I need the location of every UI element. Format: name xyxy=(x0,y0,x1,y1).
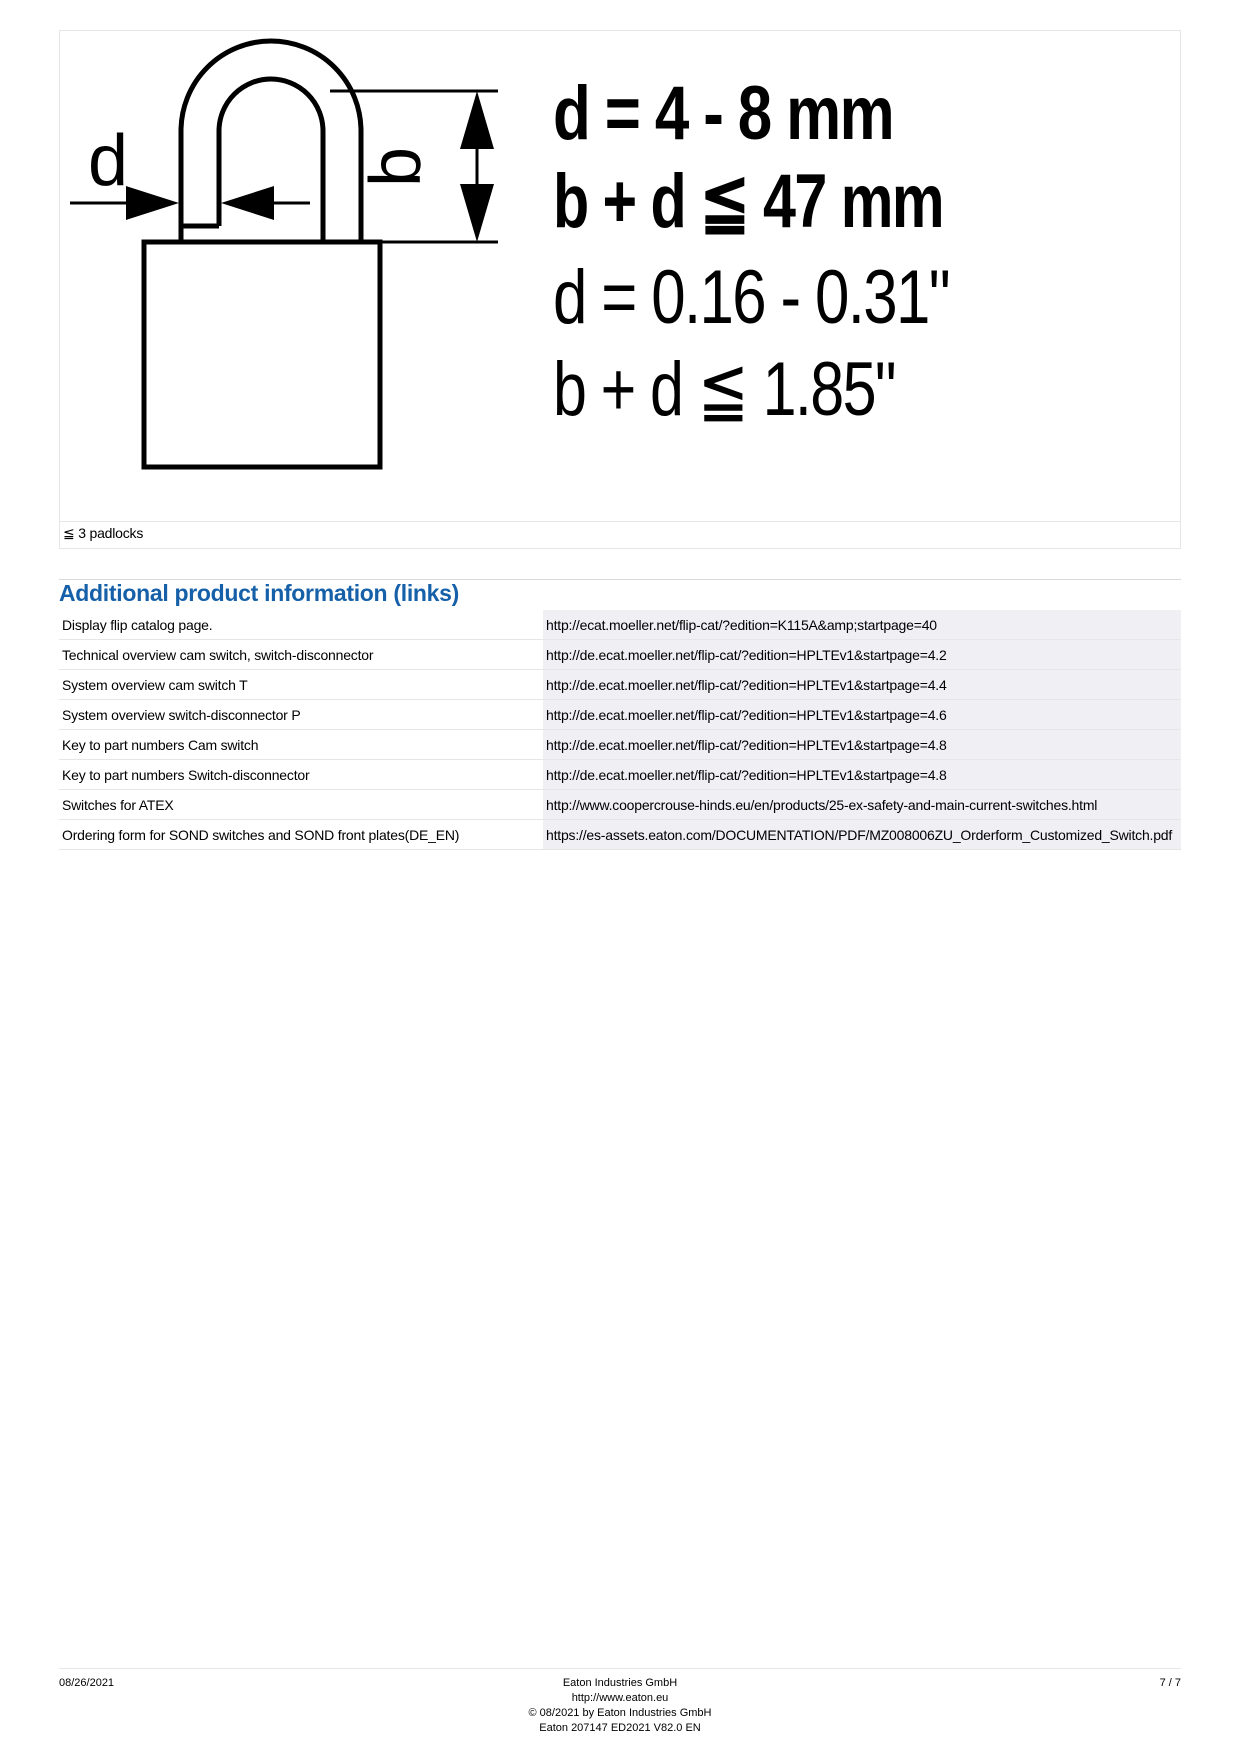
padlock-drawing xyxy=(60,31,1180,521)
link-label: Key to part numbers Switch-disconnector xyxy=(59,760,543,790)
footer-company: Eaton Industries GmbH xyxy=(562,1677,678,1689)
table-row xyxy=(59,640,1181,670)
link-url[interactable]: https://es-assets.eaton.com/DOCUMENTATION/PDF/MZ008006ZU_Orderform_Customized_Switch.pdf xyxy=(543,820,1181,850)
figure-caption: ≦ 3 padlocks xyxy=(63,525,144,541)
footer-copyright: © 08/2021 by Eaton Industries GmbH xyxy=(528,1707,712,1719)
padlock-figure-box xyxy=(59,30,1181,549)
link-url[interactable]: http://www.coopercrouse-hinds.eu/en/products/25-ex-safety-and-main-current-switches.html xyxy=(543,790,1181,820)
footer-website[interactable]: http://www.eaton.eu xyxy=(571,1692,669,1704)
footer-date: 08/26/2021 xyxy=(59,1677,115,1689)
b-arrow-up-icon xyxy=(460,91,494,149)
link-label: Display flip catalog page. xyxy=(59,610,543,640)
d-arrow-left-icon xyxy=(221,186,274,220)
link-url[interactable]: http://de.ecat.moeller.net/flip-cat/?edition=HPLTEv1&startpage=4.6 xyxy=(543,700,1181,730)
link-label: Ordering form for SOND switches and SOND front plates(DE_EN) xyxy=(59,820,543,850)
link-label: System overview switch-disconnector P xyxy=(59,700,543,730)
padlock-diagram xyxy=(60,31,1180,522)
page-number: 7 / 7 xyxy=(1159,1677,1181,1689)
label-b: b xyxy=(356,146,436,188)
links-table xyxy=(59,610,1181,850)
table-row xyxy=(59,790,1181,820)
b-arrow-down-icon xyxy=(460,184,494,242)
d-arrow-right-icon xyxy=(126,186,179,220)
padlock-body xyxy=(144,242,380,467)
table-row xyxy=(59,820,1181,850)
table-row xyxy=(59,670,1181,700)
link-label: Switches for ATEX xyxy=(59,790,543,820)
link-label: Key to part numbers Cam switch xyxy=(59,730,543,760)
table-row xyxy=(59,610,1181,640)
link-url[interactable]: http://de.ecat.moeller.net/flip-cat/?edition=HPLTEv1&startpage=4.8 xyxy=(543,730,1181,760)
footer-divider xyxy=(59,1668,1181,1669)
spec-imperial-d: d = 0.16 - 0.31" xyxy=(553,255,949,340)
link-url[interactable]: http://de.ecat.moeller.net/flip-cat/?edition=HPLTEv1&startpage=4.2 xyxy=(543,640,1181,670)
table-row xyxy=(59,730,1181,760)
link-url[interactable]: http://de.ecat.moeller.net/flip-cat/?edition=HPLTEv1&startpage=4.8 xyxy=(543,760,1181,790)
link-label: Technical overview cam switch, switch-disconnector xyxy=(59,640,543,670)
link-url[interactable]: http://ecat.moeller.net/flip-cat/?edition=K115A&amp;startpage=40 xyxy=(543,610,1181,640)
spec-imperial-bd: b + d ≦ 1.85" xyxy=(553,347,895,432)
footer-doc-id: Eaton 207147 ED2021 V82.0 EN xyxy=(539,1722,701,1734)
table-row xyxy=(59,700,1181,730)
link-url[interactable]: http://de.ecat.moeller.net/flip-cat/?edition=HPLTEv1&startpage=4.4 xyxy=(543,670,1181,700)
link-label: System overview cam switch T xyxy=(59,670,543,700)
label-d: d xyxy=(88,121,129,201)
table-row xyxy=(59,760,1181,790)
section-title: Additional product information (links) xyxy=(59,580,460,606)
spec-metric-d: d = 4 - 8 mm xyxy=(553,71,893,156)
spec-metric-bd: b + d ≦ 47 mm xyxy=(553,159,943,244)
footer-company-block xyxy=(420,1676,820,1736)
